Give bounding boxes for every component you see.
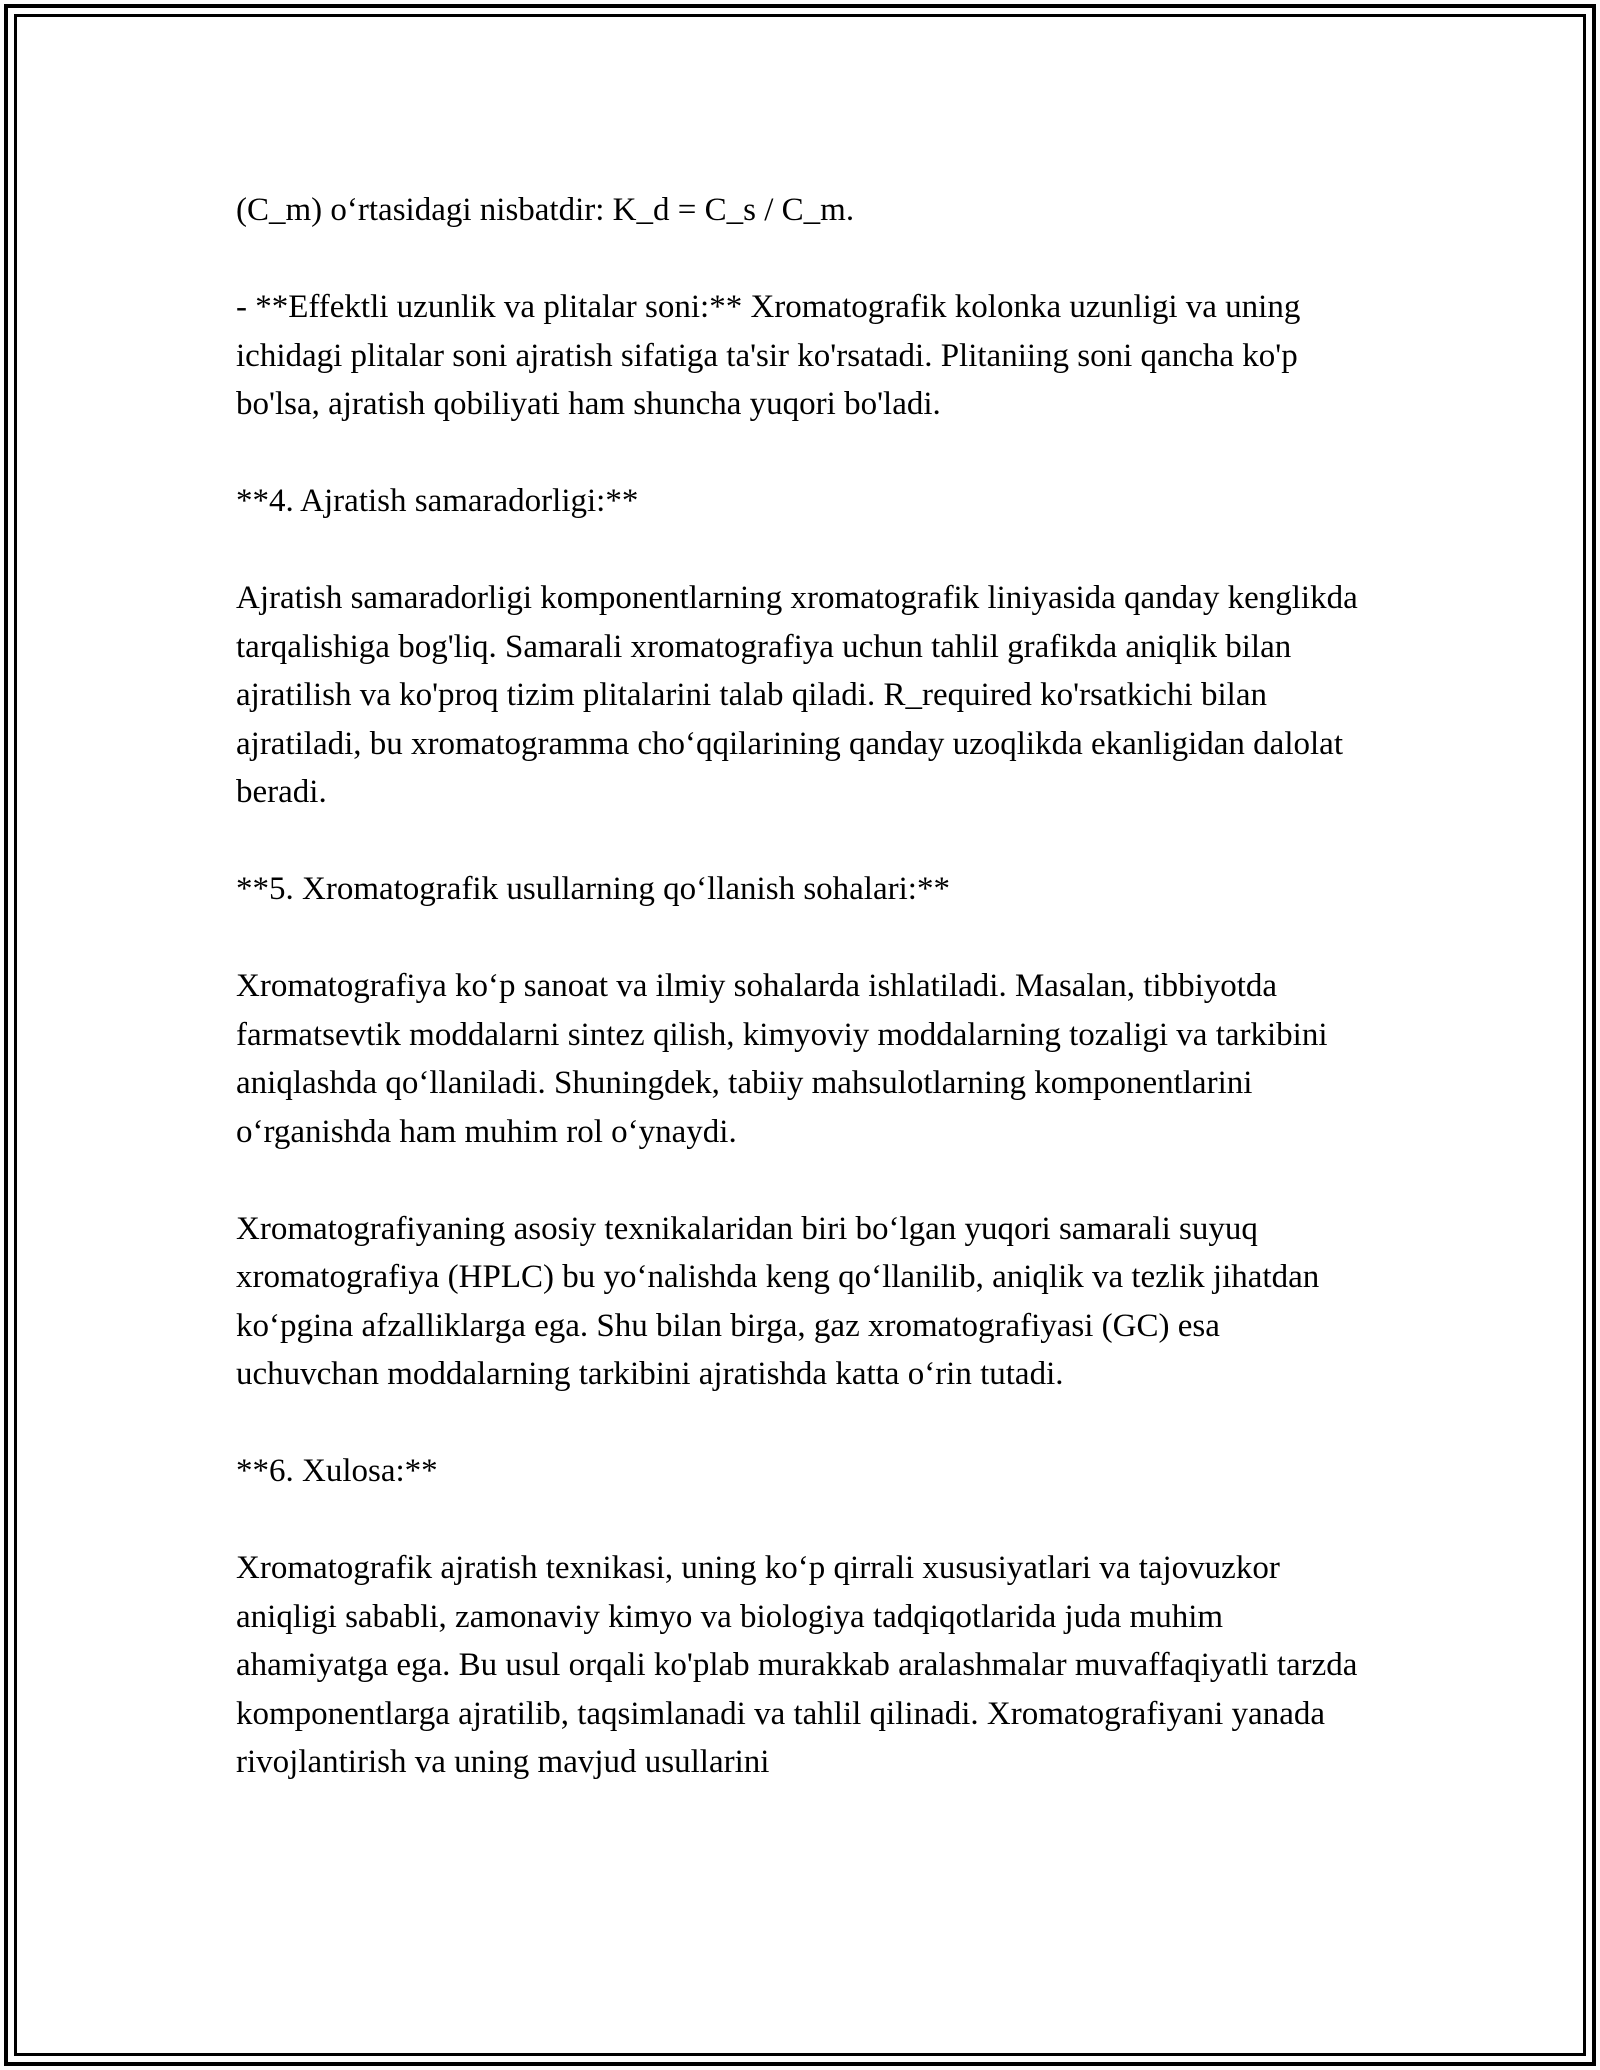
paragraph-applications: Xromatografiya ko‘p sanoat va ilmiy sohalarda ishlatiladi. Masalan, tibbiyotda farmatsevtik moddalarni sintez qilish, kimyoviy moddalarning tozaligi va tarkibini aniqlashda qo‘llaniladi. Shuningdek, tabiiy mahsulotlarning komponentlarini o‘rganishda ham muhim rol o‘ynaydi. [236,968,1328,1150]
document-body [236,186,1366,1835]
paragraph-kd-formula: (C_m) o‘rtasidagi nisbatdir: K_d = C_s / C_m. [236,192,855,228]
paragraph-conclusion: Xromatografik ajratish texnikasi, uning ko‘p qirrali xususiyatlari va tajovuzkor aniqligi sababli, zamonaviy kimyo va biologiya tadqiqotlarida juda muhim ahamiyatga ega. Bu usul orqali ko'plab murakkab aralashmalar muvaffaqiyatli tarzda komponentlarga ajratilib, taqsimlanadi va tahlil qilinadi. Xromatografiyani yanada rivojlantirish va uning mavjud usullarini [236,1550,1358,1780]
paragraph-separation-efficiency: Ajratish samaradorligi komponentlarning xromatografik liniyasida qanday kenglikda tarqalishiga bog'liq. Samarali xromatografiya uchun tahlil grafikda aniqlik bilan ajratilish va ko'proq tizim plitalarini talab qiladi. R_required ko'rsatkichi bilan ajratiladi, bu xromatogramma cho‘qqilarining qanday uzoqlikda ekanligidan dalolat beradi. [236,580,1358,810]
paragraph-effective-length: - **Effektli uzunlik va plitalar soni:** Xromatografik kolonka uzunligi va uning ichidagi plitalar soni ajratish sifatiga ta'sir ko'rsatadi. Plitaniing soni qancha ko'p bo'lsa, ajratish qobiliyati ham shuncha yuqori bo'ladi. [236,289,1301,422]
heading-section-5: **5. Xromatografik usullarning qo‘llanish sohalari:** [236,871,950,907]
heading-section-4: **4. Ajratish samaradorligi:** [236,483,639,519]
paragraph-hplc-gc: Xromatografiyaning asosiy texnikalaridan biri bo‘lgan yuqori samarali suyuq xromatografiya (HPLC) bu yo‘nalishda keng qo‘llanilib, aniqlik va tezlik jihatdan ko‘pgina afzalliklarga ega. Shu bilan birga, gaz xromatografiyasi (GC) esa uchuvchan moddalarning tarkibini ajratishda katta o‘rin tutadi. [236,1210,1320,1392]
heading-section-6: **6. Xulosa:** [236,1453,438,1489]
